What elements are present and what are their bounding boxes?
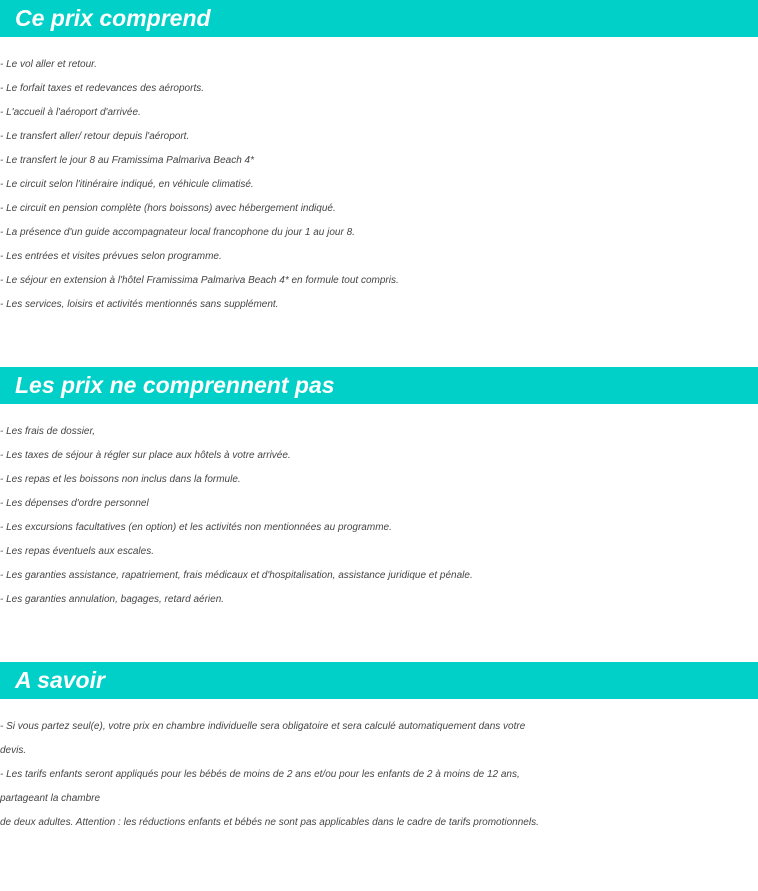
section-header-good-to-know — [0, 662, 758, 699]
list-item: - Les services, loisirs et activités mentionnés sans supplément. — [0, 299, 279, 310]
section-header-excludes — [0, 367, 758, 404]
list-item: - La présence d'un guide accompagnateur local francophone du jour 1 au jour 8. — [0, 227, 355, 238]
list-item: - Le circuit selon l'itinéraire indiqué, en véhicule climatisé. — [0, 179, 254, 190]
section-title-includes: Ce prix comprend — [15, 5, 211, 31]
list-item: - Les repas éventuels aux escales. — [0, 546, 154, 557]
section-includes — [0, 0, 758, 317]
list-item: - Les garanties assistance, rapatriement, frais médicaux et d'hospitalisation, assistance juridique et pénale. — [0, 570, 473, 581]
paragraph-line: partageant la chambre — [0, 793, 101, 804]
paragraph-line: - Les tarifs enfants seront appliqués pour les bébés de moins de 2 ans et/ou pour les enfants de 2 à moins de 12 ans, — [0, 769, 520, 780]
section-excludes — [0, 367, 758, 612]
section-title-excludes: Les prix ne comprennent pas — [15, 372, 335, 398]
good-to-know-text — [0, 715, 758, 835]
list-item: - Les garanties annulation, bagages, retard aérien. — [0, 594, 225, 605]
list-item: - Le circuit en pension complète (hors boissons) avec hébergement indiqué. — [0, 203, 336, 214]
excludes-list — [0, 420, 758, 612]
section-header-includes — [0, 0, 758, 37]
list-item: - L'accueil à l'aéroport d'arrivée. — [0, 107, 141, 118]
section-title-good-to-know: A savoir — [15, 667, 105, 693]
section-good-to-know — [0, 662, 758, 835]
list-item: - Les repas et les boissons non inclus dans la formule. — [0, 474, 241, 485]
list-item: - Le séjour en extension à l'hôtel Framissima Palmariva Beach 4* en formule tout compris. — [0, 275, 399, 286]
list-item: - Le transfert aller/ retour depuis l'aéroport. — [0, 131, 190, 142]
list-item: - Le vol aller et retour. — [0, 59, 97, 70]
list-item: - Les taxes de séjour à régler sur place aux hôtels à votre arrivée. — [0, 450, 291, 461]
list-item: - Les excursions facultatives (en option) et les activités non mentionnées au programme. — [0, 522, 392, 533]
includes-list — [0, 53, 758, 317]
list-item: - Les dépenses d'ordre personnel — [0, 498, 149, 509]
paragraph-line: devis. — [0, 745, 27, 756]
list-item: - Les frais de dossier, — [0, 426, 96, 437]
list-item: - Le transfert le jour 8 au Framissima Palmariva Beach 4* — [0, 155, 254, 166]
list-item: - Les entrées et visites prévues selon programme. — [0, 251, 222, 262]
list-item: - Le forfait taxes et redevances des aéroports. — [0, 83, 204, 94]
paragraph-line: - Si vous partez seul(e), votre prix en chambre individuelle sera obligatoire et sera calculé automatiquement dans votre — [0, 721, 526, 732]
paragraph-line: de deux adultes. Attention : les réductions enfants et bébés ne sont pas applicables dans le cadre de tarifs promotionnels. — [0, 817, 539, 828]
